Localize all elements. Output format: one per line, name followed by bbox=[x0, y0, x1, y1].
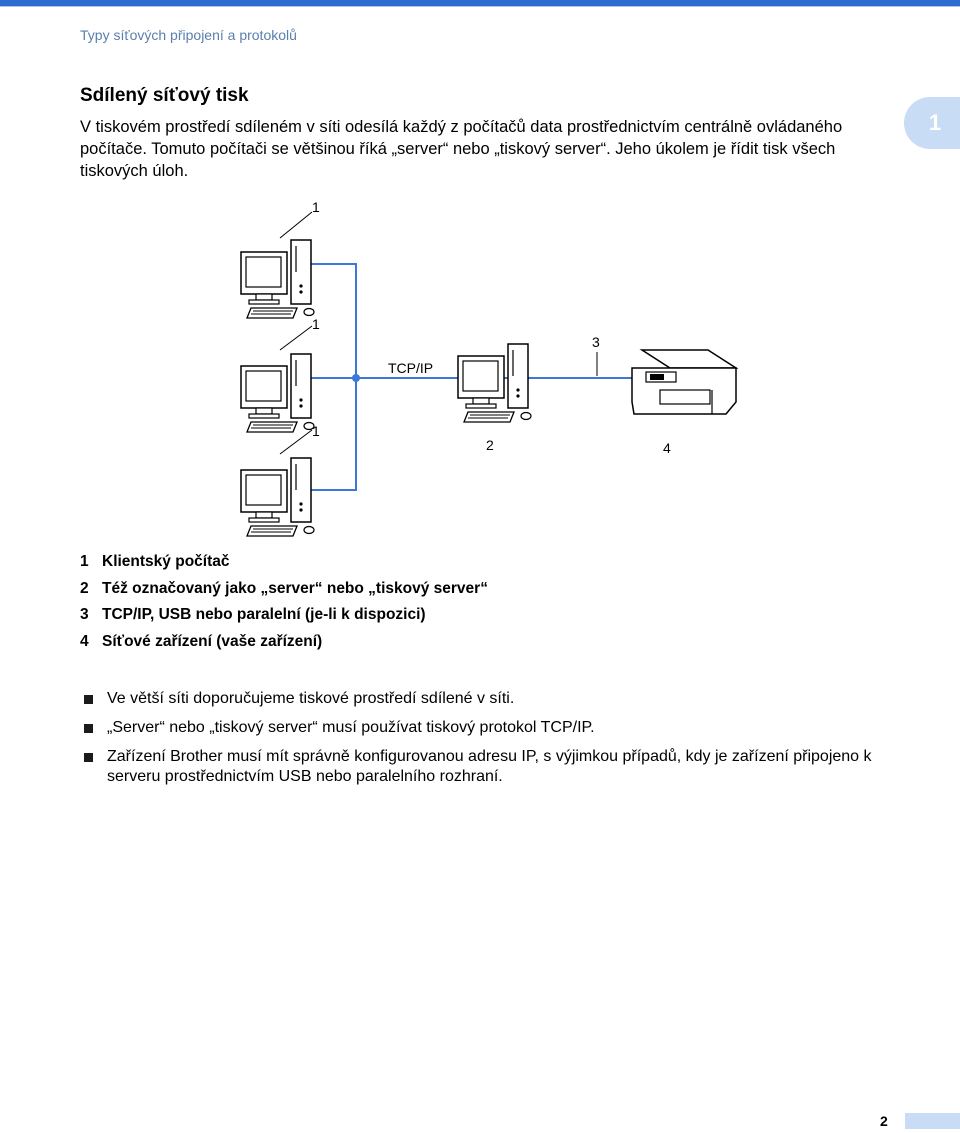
legend-item bbox=[80, 606, 488, 633]
bullet-text: Ve větší síti doporučujeme tiskové prostředí sdílené v síti. bbox=[107, 690, 515, 707]
legend-number: 2 bbox=[80, 579, 89, 597]
client-computer-top bbox=[241, 240, 314, 318]
bullet-list bbox=[80, 689, 910, 796]
network-printer bbox=[632, 350, 736, 414]
bullet-item bbox=[80, 689, 910, 709]
footer-bar bbox=[905, 1113, 960, 1129]
print-server-computer bbox=[458, 344, 531, 422]
bullet-item bbox=[80, 747, 910, 787]
legend-text: Klientský počítač bbox=[102, 553, 230, 570]
page-number: 2 bbox=[880, 1113, 888, 1129]
diagram-legend bbox=[80, 553, 488, 659]
label-client-bottom: 1 bbox=[312, 423, 320, 439]
legend-number: 3 bbox=[80, 606, 89, 623]
legend-text: TCP/IP, USB nebo paralelní (je-li k dispozici) bbox=[102, 606, 426, 623]
network-diagram bbox=[230, 190, 750, 545]
legend-number: 4 bbox=[80, 632, 89, 650]
legend-text: Síťové zařízení (vaše zařízení) bbox=[102, 632, 323, 650]
legend-item bbox=[80, 633, 488, 660]
legend-number: 1 bbox=[80, 553, 89, 570]
client-computer-bottom bbox=[241, 458, 314, 536]
running-header: Typy síťových připojení a protokolů bbox=[80, 27, 297, 43]
top-rule-shadow bbox=[0, 6, 960, 7]
intro-paragraph: V tiskovém prostředí sdíleném v síti odesílá každý z počítačů data prostřednictvím centrálně ovládaného počítače. Tomuto počítači se většinou říká „server“ nebo „tiskový server“. Jeho úkolem je řídit tisk všech tiskových úloh. bbox=[80, 118, 843, 180]
chapter-tab: 1 bbox=[904, 97, 960, 149]
bullet-item bbox=[80, 718, 910, 738]
label-client-middle: 1 bbox=[312, 316, 320, 332]
bullet-square-icon bbox=[84, 695, 93, 704]
bullet-square-icon bbox=[84, 724, 93, 733]
label-protocol: TCP/IP bbox=[388, 360, 434, 376]
legend-text: Též označovaný jako „server“ nebo „tiskový server“ bbox=[102, 579, 488, 597]
client-computer-middle bbox=[241, 354, 314, 432]
label-connection: 3 bbox=[592, 334, 600, 350]
section-title: Sdílený síťový tisk bbox=[80, 85, 249, 106]
bullet-text: Zařízení Brother musí mít správně konfigurovanou adresu IP, s výjimkou případů, kdy je zařízení připojeno k serveru prostřednictvím USB nebo paralelního rozhraní. bbox=[107, 748, 872, 785]
legend-item bbox=[80, 580, 488, 607]
network-junction bbox=[352, 374, 360, 382]
label-client-top: 1 bbox=[312, 199, 320, 215]
bullet-text: „Server“ nebo „tiskový server“ musí používat tiskový protokol TCP/IP. bbox=[107, 719, 595, 736]
bullet-square-icon bbox=[84, 753, 93, 762]
label-device: 4 bbox=[663, 440, 671, 456]
label-server: 2 bbox=[486, 437, 494, 453]
legend-item bbox=[80, 553, 488, 580]
